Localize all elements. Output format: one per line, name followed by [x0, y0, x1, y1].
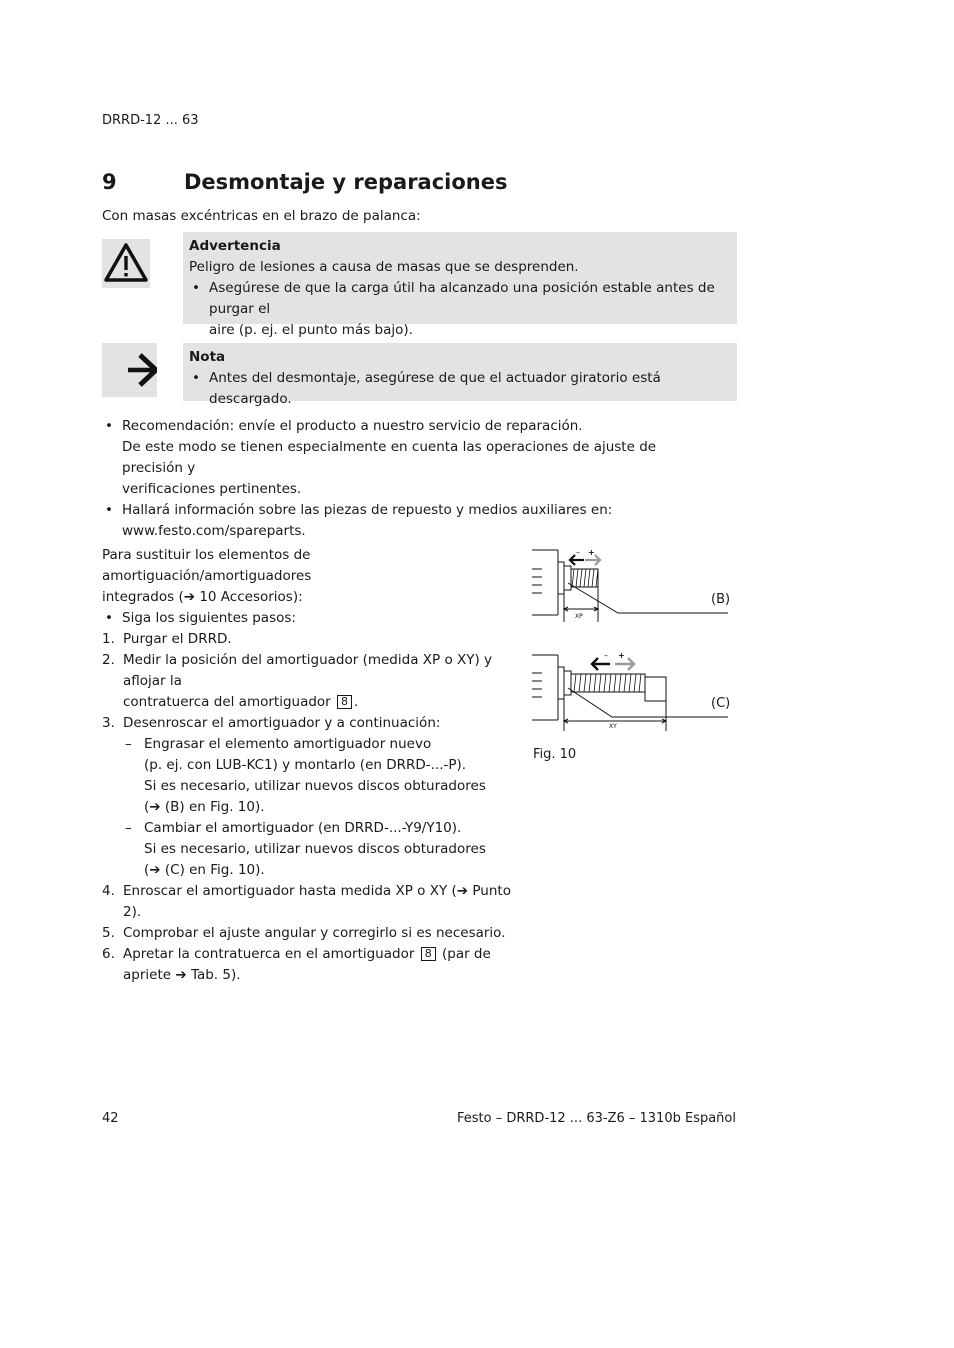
substep-a	[102, 734, 522, 818]
step-text: Apretar la contratuerca en el amortiguador	[123, 946, 415, 962]
step-number: 3.	[102, 715, 115, 731]
list-item-line: • Recomendación: envíe el producto a nuestro servicio de reparación.	[122, 418, 583, 434]
page-number: 42	[102, 1111, 119, 1126]
substep-text: (➔ (C) en Fig. 10).	[144, 862, 265, 878]
warning-icon-box	[102, 239, 150, 288]
substep-text: (p. ej. con LUB-KC1) y montarlo (en DRRD-...-P).	[144, 757, 467, 773]
note-bullet	[189, 368, 731, 410]
substep-text: Cambiar el amortiguador (en DRRD-...-Y9/Y10).	[144, 820, 462, 836]
note-box	[183, 343, 737, 407]
spareparts-link: www.festo.com/spareparts.	[122, 523, 306, 539]
plus-sign: +	[618, 651, 625, 660]
step-6	[102, 944, 522, 986]
procedure-bullet-text: Siga los siguientes pasos:	[122, 610, 296, 626]
dash-marker: –	[125, 736, 132, 752]
step-number: 1.	[102, 631, 115, 647]
shock-absorber-drawing	[530, 545, 735, 740]
item-number-box: 8	[337, 695, 352, 709]
substep-b	[102, 818, 522, 881]
procedure-intro: integrados (➔ 10 Accesorios):	[102, 589, 303, 605]
document-id: DRRD-12 ... 63	[102, 113, 199, 128]
step-text: Desenroscar el amortiguador y a continuación:	[123, 715, 441, 731]
step-2	[102, 650, 522, 713]
step-5	[102, 923, 522, 944]
substep-text: Si es necesario, utilizar nuevos discos obturadores	[144, 778, 486, 794]
plus-sign: +	[588, 548, 595, 557]
warning-bullet-line: aire (p. ej. el punto más bajo).	[209, 322, 413, 338]
minus-sign: –	[576, 548, 580, 557]
minus-sign: –	[604, 651, 608, 660]
substep-text: (➔ (B) en Fig. 10).	[144, 799, 265, 815]
dimension-label-b: XP	[575, 613, 583, 620]
list-item-line: De este modo se tienen especialmente en cuenta las operaciones de ajuste de precisión y	[122, 439, 657, 476]
step-text: Comprobar el ajuste angular y corregirlo si es necesario.	[123, 925, 506, 941]
step-text: Enroscar el amortiguador hasta medida XP o XY (➔ Punto 2).	[123, 883, 511, 920]
step-3	[102, 713, 522, 734]
substep-text: Engrasar el elemento amortiguador nuevo	[144, 736, 432, 752]
step-text: (par de	[441, 946, 491, 962]
figure-label-b: (B)	[711, 592, 731, 607]
list-item-line: • Hallará información sobre las piezas de repuesto y medios auxiliares en:	[122, 502, 613, 518]
step-4	[102, 881, 522, 923]
figure-caption: Fig. 10	[533, 747, 577, 762]
warning-triangle-icon	[102, 239, 150, 288]
dash-marker: –	[125, 820, 132, 836]
step-text: apriete ➔ Tab. 5).	[123, 967, 241, 983]
intro-text: Con masas excéntricas en el brazo de palanca:	[102, 208, 421, 224]
note-title: Nota	[189, 349, 226, 365]
procedure-bullet	[102, 608, 522, 629]
list-item	[102, 416, 702, 500]
step-number: 4.	[102, 883, 115, 899]
item-number-box: 8	[421, 947, 436, 961]
step-text: Purgar el DRRD.	[123, 631, 232, 647]
warning-title: Advertencia	[189, 238, 281, 254]
section-number: 9	[102, 170, 117, 194]
step-text: Medir la posición del amortiguador (medida XP o XY) y aflojar la	[123, 652, 493, 689]
warning-box	[183, 232, 737, 338]
step-text: .	[354, 694, 359, 710]
arrow-right-icon	[102, 343, 157, 397]
warning-bullet	[189, 278, 731, 341]
section-title: Desmontaje y reparaciones	[184, 170, 508, 194]
step-number: 2.	[102, 652, 115, 668]
note-icon-box	[102, 343, 157, 397]
dimension-label-c: XY	[609, 723, 617, 730]
direction-arrows-b	[570, 555, 600, 565]
drawing-b	[532, 550, 731, 622]
procedure	[102, 545, 522, 986]
procedure-intro: Para sustituir los elementos de amortiguación/amortiguadores	[102, 547, 312, 584]
step-number: 6.	[102, 946, 115, 962]
warning-text: Peligro de lesiones a causa de masas que se desprenden.	[189, 259, 579, 275]
direction-arrows-c	[592, 658, 634, 670]
list-item	[102, 500, 702, 542]
list-item-line: verificaciones pertinentes.	[122, 481, 302, 497]
step-number: 5.	[102, 925, 115, 941]
note-bullet-text: Antes del desmontaje, asegúrese de que el actuador giratorio está descargado.	[209, 370, 661, 407]
step-text: contratuerca del amortiguador	[123, 694, 331, 710]
step-1	[102, 629, 522, 650]
warning-bullet-line: • Asegúrese de que la carga útil ha alcanzado una posición estable antes de purgar el	[209, 280, 715, 317]
recommendation-list	[102, 416, 702, 542]
figure-label-c: (C)	[711, 696, 731, 711]
substep-text: Si es necesario, utilizar nuevos discos obturadores	[144, 841, 486, 857]
figure-10	[530, 545, 735, 775]
footer-document: Festo – DRRD-12 ... 63-Z6 – 1310b Español	[457, 1111, 736, 1126]
